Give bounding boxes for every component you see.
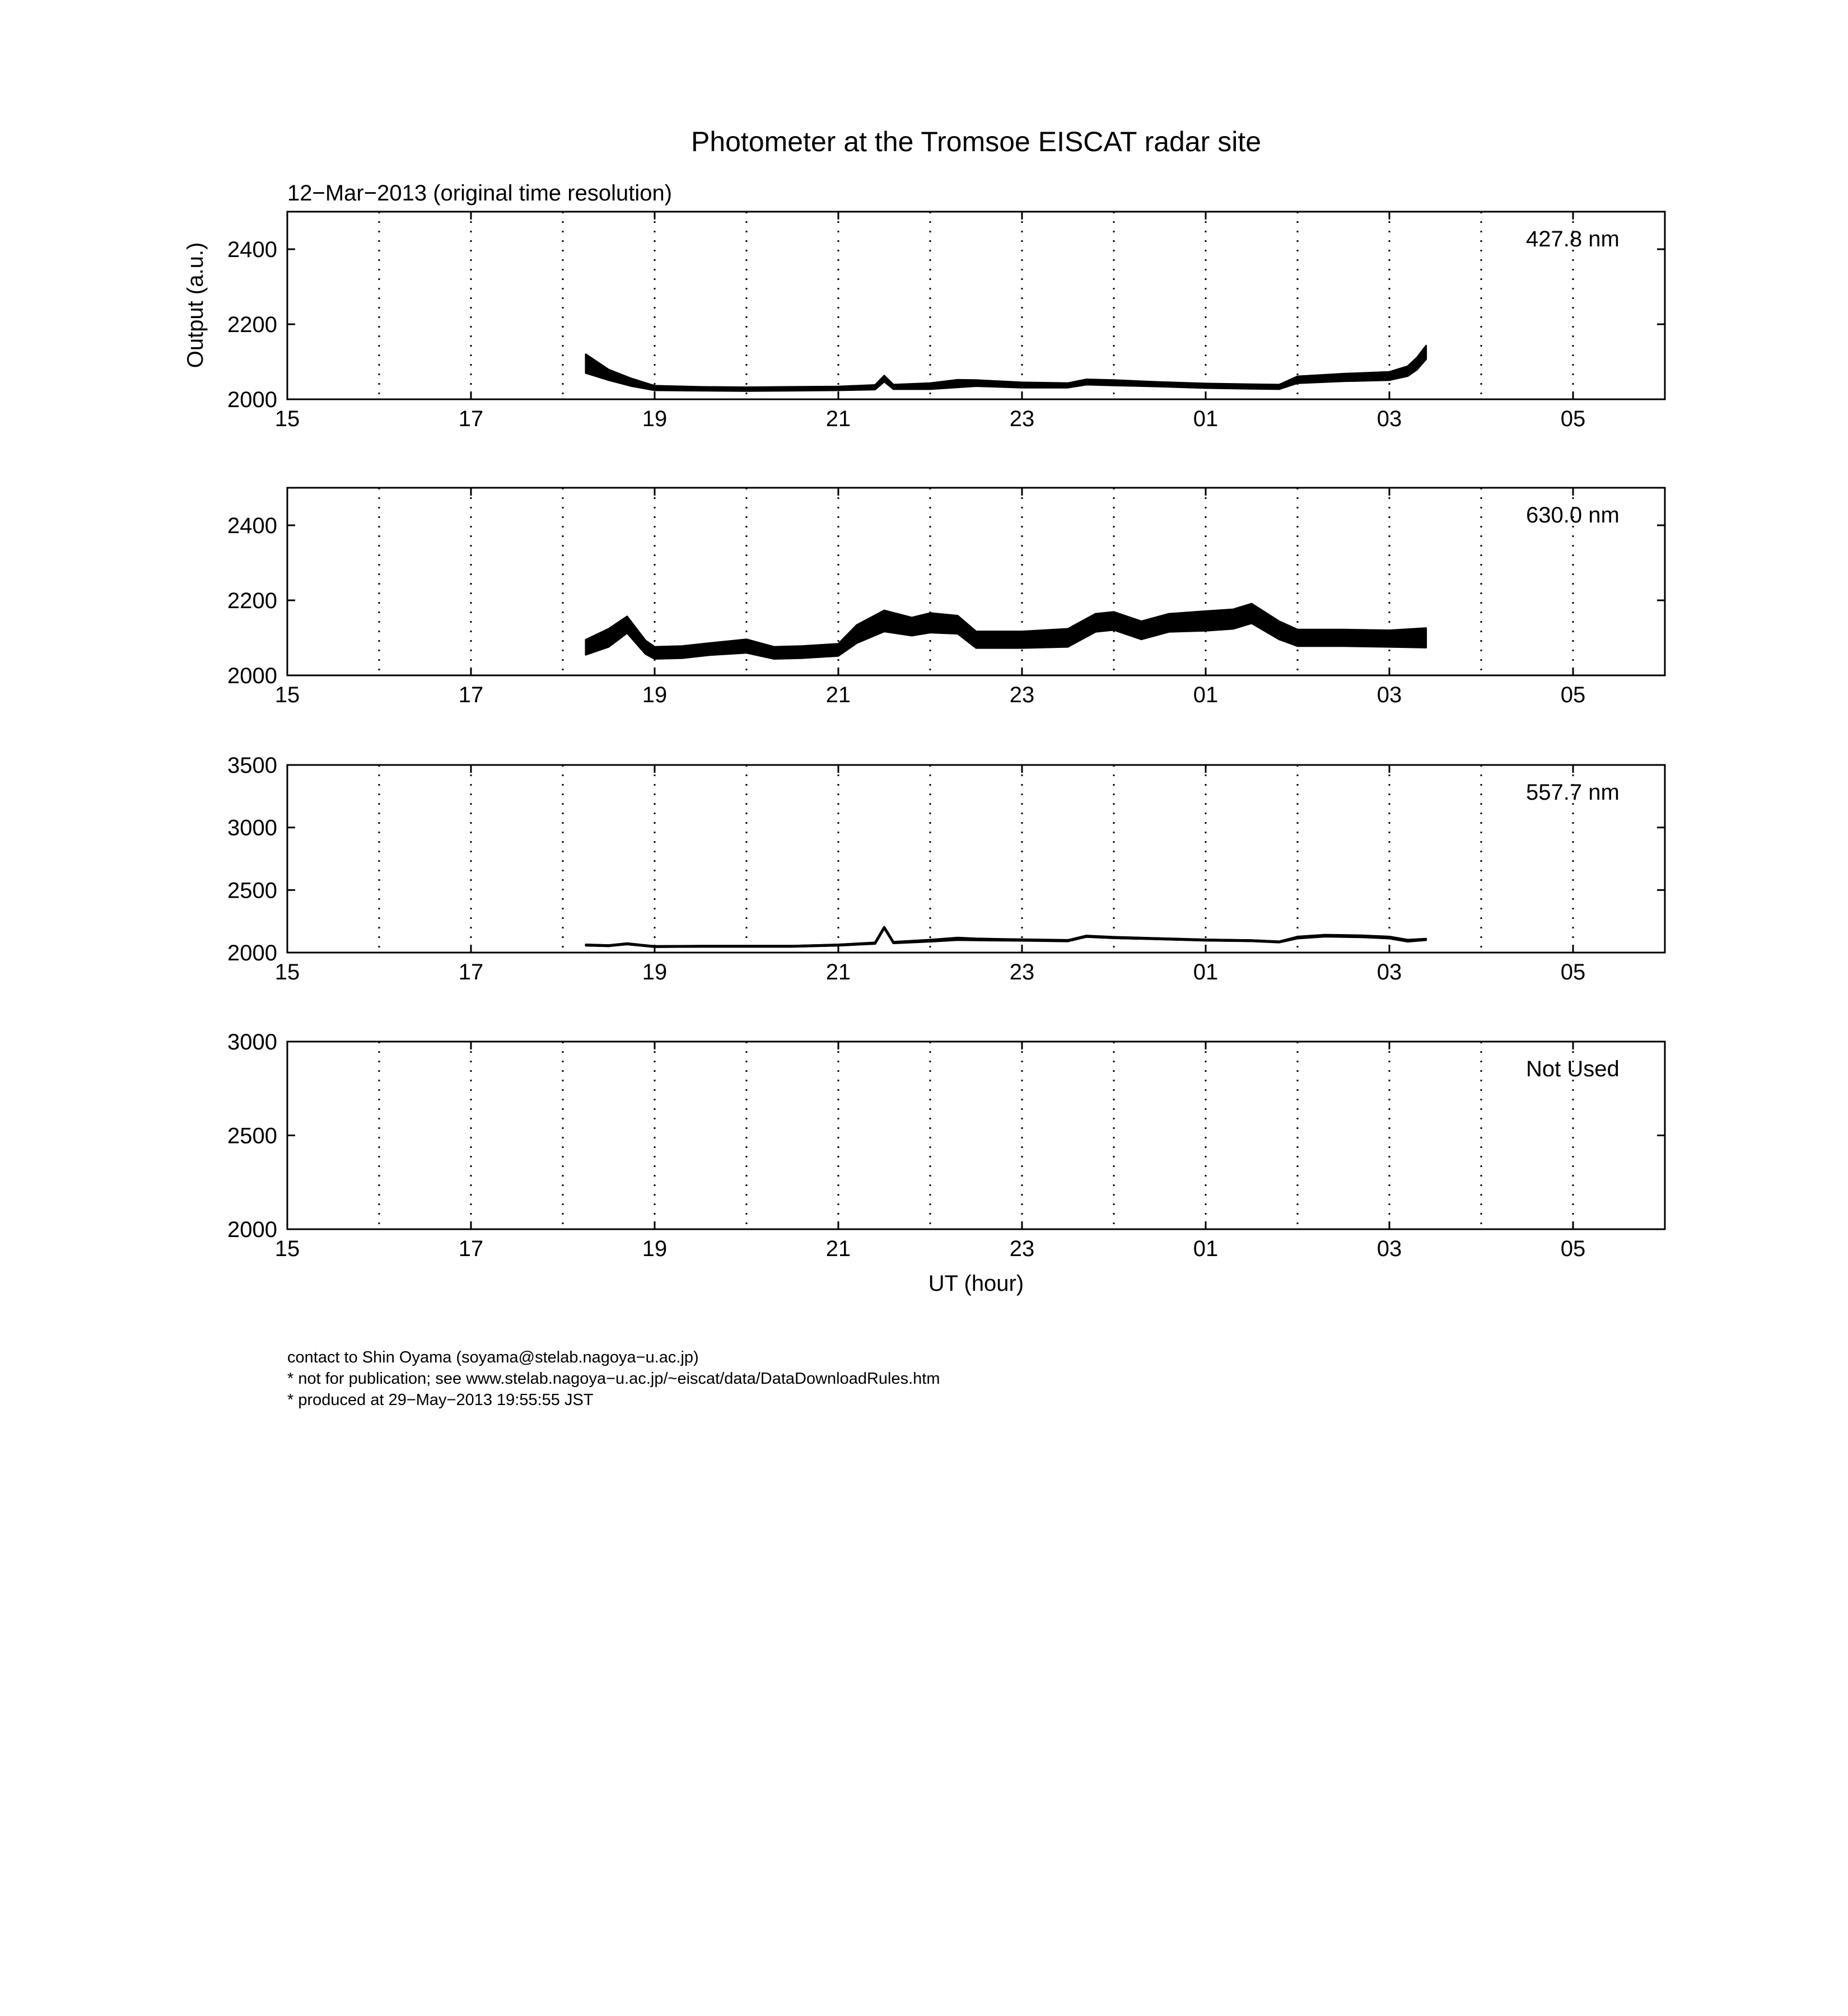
channel-label: 557.7 nm — [1526, 780, 1620, 805]
x-tick-label: 19 — [642, 960, 668, 984]
x-tick-label: 01 — [1193, 1236, 1219, 1261]
chart-title: Photometer at the Tromsoe EISCAT radar site — [690, 126, 1262, 157]
chart-subtitle: 12−Mar−2013 (original time resolution) — [287, 181, 673, 206]
y-tick-label: 2500 — [227, 878, 277, 903]
x-tick-label: 03 — [1376, 1236, 1402, 1261]
y-tick-label: 2400 — [227, 237, 277, 262]
x-tick-label: 23 — [1009, 1236, 1035, 1261]
y-tick-label: 3000 — [227, 1030, 277, 1054]
panel-1 — [227, 212, 1665, 431]
panel-3 — [227, 753, 1665, 984]
x-tick-label: 05 — [1560, 960, 1586, 984]
y-tick-label: 2000 — [227, 941, 277, 965]
x-tick-label: 23 — [1009, 683, 1035, 707]
y-tick-label: 2000 — [227, 664, 277, 688]
x-tick-label: 23 — [1009, 407, 1035, 431]
y-axis-label: Output (a.u.) — [183, 242, 208, 368]
x-tick-label: 05 — [1560, 1236, 1586, 1261]
x-tick-label: 21 — [825, 407, 851, 431]
x-tick-label: 21 — [825, 1236, 851, 1261]
x-tick-label: 17 — [458, 1236, 484, 1261]
x-tick-label: 15 — [274, 407, 300, 431]
channel-label: 427.8 nm — [1526, 227, 1620, 251]
x-tick-label: 17 — [458, 683, 484, 707]
y-tick-label: 2000 — [227, 1217, 277, 1242]
y-tick-label: 3500 — [227, 753, 277, 778]
x-tick-label: 21 — [825, 683, 851, 707]
x-tick-label: 19 — [642, 1236, 668, 1261]
x-tick-label: 01 — [1193, 960, 1219, 984]
x-tick-label: 05 — [1560, 683, 1586, 707]
x-tick-label: 15 — [274, 1236, 300, 1261]
y-tick-label: 2000 — [227, 388, 277, 412]
x-axis-label: UT (hour) — [928, 1271, 1024, 1296]
x-tick-label: 15 — [274, 683, 300, 707]
y-tick-label: 2500 — [227, 1123, 277, 1149]
y-tick-label: 3000 — [227, 815, 277, 841]
x-tick-label: 15 — [274, 960, 300, 984]
y-tick-label: 2200 — [227, 589, 277, 613]
footer-produced: * produced at 29−May−2013 19:55:55 JST — [287, 1391, 594, 1409]
channel-label: 630.0 nm — [1526, 503, 1620, 528]
x-tick-label: 21 — [825, 960, 851, 984]
x-tick-label: 01 — [1193, 683, 1219, 707]
axes-frame — [287, 212, 1665, 399]
panel-4 — [227, 1030, 1665, 1261]
panel-2 — [227, 488, 1665, 707]
x-tick-label: 19 — [642, 407, 668, 431]
x-tick-label: 23 — [1009, 960, 1035, 984]
trace-line-1 — [586, 927, 1426, 946]
x-tick-label: 19 — [642, 683, 668, 707]
x-tick-label: 17 — [458, 960, 484, 984]
y-tick-label: 2200 — [227, 312, 277, 337]
channel-label: Not Used — [1526, 1057, 1620, 1081]
x-tick-label: 03 — [1376, 407, 1402, 431]
x-tick-label: 03 — [1376, 960, 1402, 984]
x-tick-label: 17 — [458, 407, 484, 431]
x-tick-label: 05 — [1560, 407, 1586, 431]
x-tick-label: 03 — [1376, 683, 1402, 707]
axes-frame — [287, 1042, 1665, 1229]
footer-notes — [287, 1347, 940, 1411]
trace-band-1 — [586, 604, 1426, 659]
footer-note: * not for publication; see www.stelab.nagoya−u.ac.jp/~eiscat/data/DataDownloadRules.htm — [287, 1370, 940, 1388]
footer-contact: contact to Shin Oyama (soyama@stelab.nagoya−u.ac.jp) — [287, 1348, 699, 1366]
panels — [227, 212, 1665, 1261]
y-tick-label: 2400 — [227, 514, 277, 538]
x-tick-label: 01 — [1193, 407, 1219, 431]
axes-frame — [287, 765, 1665, 953]
